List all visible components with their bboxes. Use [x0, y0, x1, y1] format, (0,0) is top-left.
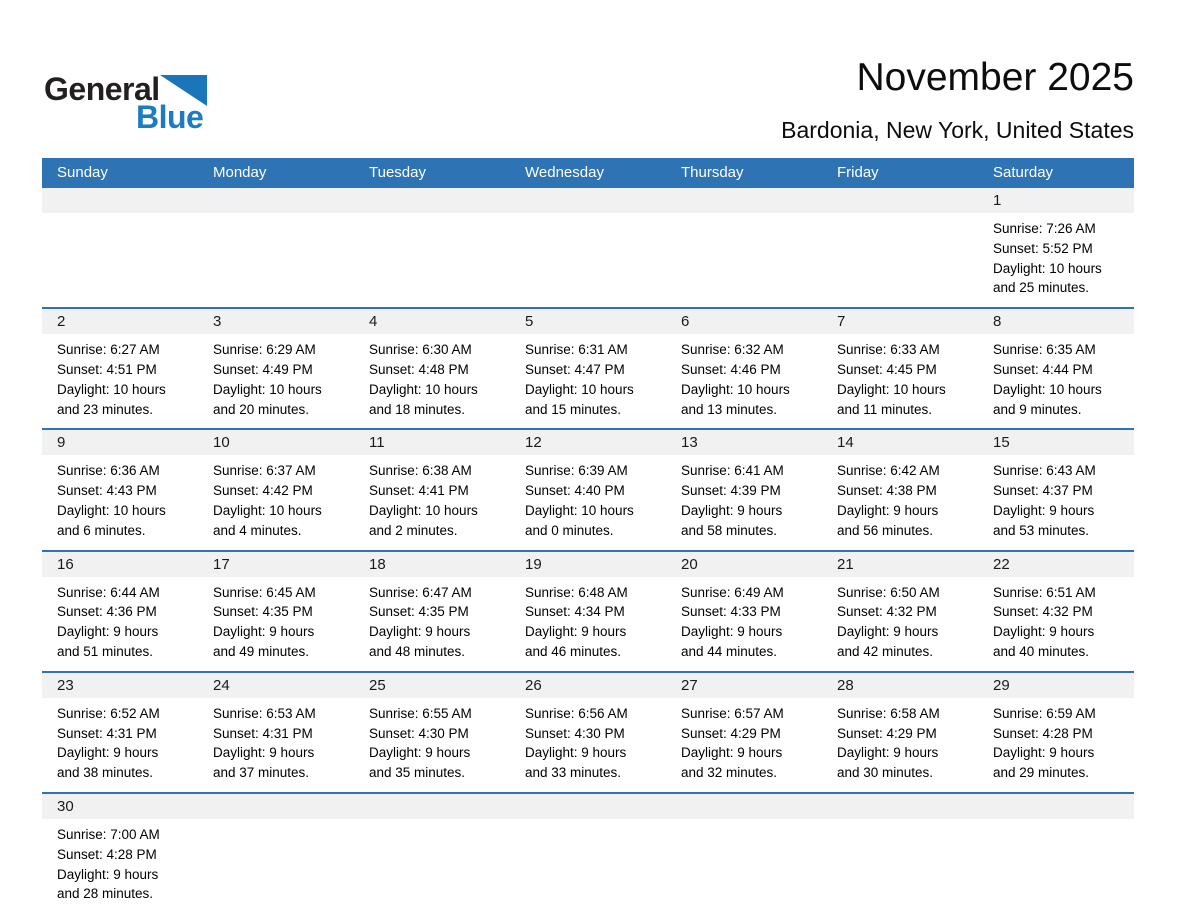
day-details [42, 819, 198, 913]
day-cell-27 [666, 673, 822, 792]
day-details [198, 577, 354, 671]
sunrise-text: Sunrise: 6:52 AM [57, 705, 160, 721]
sunrise-text: Sunrise: 6:38 AM [369, 463, 472, 479]
daylight-line1: Daylight: 9 hours [57, 624, 159, 640]
daylight-line2: and 6 minutes. [57, 522, 146, 538]
sunrise-text: Sunrise: 6:53 AM [213, 705, 316, 721]
sunrise-text: Sunrise: 6:51 AM [993, 584, 1096, 600]
day-details [42, 698, 198, 792]
sunrise-text: Sunrise: 6:30 AM [369, 342, 472, 358]
day-details [42, 577, 198, 671]
weekday-header-monday: Monday [213, 164, 267, 181]
daylight-line2: and 32 minutes. [681, 765, 778, 781]
sunset-text: Sunset: 4:47 PM [525, 361, 625, 377]
daylight-line2: and 42 minutes. [837, 643, 934, 659]
date-number [510, 794, 666, 819]
date-number [198, 188, 354, 213]
daylight-line1: Daylight: 10 hours [993, 260, 1102, 276]
daylight-line2: and 33 minutes. [525, 765, 622, 781]
daylight-line2: and 4 minutes. [213, 522, 302, 538]
day-details [354, 577, 510, 671]
date-number [822, 188, 978, 213]
day-cell-7 [822, 309, 978, 428]
sunset-text: Sunset: 4:29 PM [681, 725, 781, 741]
day-cell-20 [666, 552, 822, 671]
sunset-text: Sunset: 4:30 PM [369, 725, 469, 741]
sunset-text: Sunset: 4:31 PM [213, 725, 313, 741]
daylight-line2: and 13 minutes. [681, 401, 778, 417]
sunrise-text: Sunrise: 6:57 AM [681, 705, 784, 721]
sunset-text: Sunset: 4:45 PM [837, 361, 937, 377]
day-cell-2 [42, 309, 198, 428]
day-details [354, 334, 510, 428]
day-details [510, 577, 666, 671]
sunset-text: Sunset: 5:52 PM [993, 240, 1093, 256]
date-number: 26 [510, 673, 666, 698]
day-cell-4 [354, 309, 510, 428]
day-cell-9 [42, 430, 198, 549]
day-cell-1 [978, 188, 1134, 307]
day-cell-12 [510, 430, 666, 549]
daylight-line1: Daylight: 9 hours [213, 624, 315, 640]
day-cell-3 [198, 309, 354, 428]
sunrise-text: Sunrise: 6:35 AM [993, 342, 1096, 358]
day-cell-19 [510, 552, 666, 671]
day-cell-8 [978, 309, 1134, 428]
date-number: 9 [42, 430, 198, 455]
day-cell-14 [822, 430, 978, 549]
daylight-line1: Daylight: 10 hours [57, 381, 166, 397]
day-cell-empty [666, 794, 822, 913]
daylight-line1: Daylight: 9 hours [369, 624, 471, 640]
date-number: 12 [510, 430, 666, 455]
daylight-line2: and 53 minutes. [993, 522, 1090, 538]
date-number [978, 794, 1134, 819]
sunrise-text: Sunrise: 6:55 AM [369, 705, 472, 721]
day-cell-15 [978, 430, 1134, 549]
date-number: 19 [510, 552, 666, 577]
sunset-text: Sunset: 4:51 PM [57, 361, 157, 377]
week-row [42, 188, 1134, 309]
day-details [666, 577, 822, 671]
sunset-text: Sunset: 4:42 PM [213, 483, 313, 499]
weekday-header-tuesday: Tuesday [369, 164, 426, 181]
daylight-line1: Daylight: 9 hours [837, 745, 939, 761]
day-cell-26 [510, 673, 666, 792]
date-number: 3 [198, 309, 354, 334]
sunset-text: Sunset: 4:32 PM [993, 604, 1093, 620]
day-cell-empty [822, 188, 978, 307]
daylight-line1: Daylight: 10 hours [525, 502, 634, 518]
day-cell-16 [42, 552, 198, 671]
date-number: 7 [822, 309, 978, 334]
day-details [510, 334, 666, 428]
sunrise-text: Sunrise: 6:39 AM [525, 463, 628, 479]
date-number: 8 [978, 309, 1134, 334]
daylight-line2: and 20 minutes. [213, 401, 310, 417]
daylight-line1: Daylight: 9 hours [57, 745, 159, 761]
sunrise-text: Sunrise: 6:27 AM [57, 342, 160, 358]
date-number: 11 [354, 430, 510, 455]
daylight-line2: and 51 minutes. [57, 643, 154, 659]
day-details [198, 334, 354, 428]
weekday-header-friday: Friday [837, 164, 879, 181]
daylight-line1: Daylight: 10 hours [57, 502, 166, 518]
daylight-line2: and 35 minutes. [369, 765, 466, 781]
day-details [666, 455, 822, 549]
daylight-line1: Daylight: 10 hours [681, 381, 790, 397]
day-cell-25 [354, 673, 510, 792]
sunset-text: Sunset: 4:30 PM [525, 725, 625, 741]
sunrise-text: Sunrise: 6:31 AM [525, 342, 628, 358]
daylight-line2: and 49 minutes. [213, 643, 310, 659]
calendar-content [42, 0, 1134, 918]
sunset-text: Sunset: 4:28 PM [993, 725, 1093, 741]
day-details [822, 334, 978, 428]
day-cell-empty [822, 794, 978, 913]
day-details [666, 698, 822, 792]
sunrise-text: Sunrise: 6:58 AM [837, 705, 940, 721]
calendar-grid [42, 188, 1134, 913]
sunset-text: Sunset: 4:35 PM [369, 604, 469, 620]
daylight-line1: Daylight: 9 hours [213, 745, 315, 761]
daylight-line1: Daylight: 9 hours [993, 745, 1095, 761]
day-cell-empty [42, 188, 198, 307]
daylight-line2: and 46 minutes. [525, 643, 622, 659]
day-details [42, 455, 198, 549]
date-number: 2 [42, 309, 198, 334]
sunrise-text: Sunrise: 6:45 AM [213, 584, 316, 600]
day-details [198, 455, 354, 549]
daylight-line2: and 23 minutes. [57, 401, 154, 417]
week-row [42, 552, 1134, 673]
day-cell-18 [354, 552, 510, 671]
day-details [978, 577, 1134, 671]
daylight-line2: and 9 minutes. [993, 401, 1082, 417]
day-cell-30 [42, 794, 198, 913]
date-number: 1 [978, 188, 1134, 213]
daylight-line2: and 40 minutes. [993, 643, 1090, 659]
daylight-line2: and 56 minutes. [837, 522, 934, 538]
day-cell-10 [198, 430, 354, 549]
day-details [822, 698, 978, 792]
day-cell-empty [198, 188, 354, 307]
date-number [198, 794, 354, 819]
daylight-line1: Daylight: 9 hours [993, 502, 1095, 518]
date-number: 17 [198, 552, 354, 577]
daylight-line2: and 15 minutes. [525, 401, 622, 417]
sunset-text: Sunset: 4:34 PM [525, 604, 625, 620]
sunset-text: Sunset: 4:32 PM [837, 604, 937, 620]
page-title: November 2025 [856, 56, 1134, 99]
daylight-line2: and 44 minutes. [681, 643, 778, 659]
sunset-text: Sunset: 4:35 PM [213, 604, 313, 620]
daylight-line2: and 2 minutes. [369, 522, 458, 538]
sunset-text: Sunset: 4:37 PM [993, 483, 1093, 499]
day-cell-empty [354, 794, 510, 913]
sunset-text: Sunset: 4:38 PM [837, 483, 937, 499]
sunset-text: Sunset: 4:49 PM [213, 361, 313, 377]
daylight-line1: Daylight: 10 hours [369, 502, 478, 518]
daylight-line2: and 30 minutes. [837, 765, 934, 781]
daylight-line1: Daylight: 10 hours [993, 381, 1102, 397]
daylight-line2: and 18 minutes. [369, 401, 466, 417]
date-number: 6 [666, 309, 822, 334]
date-number: 20 [666, 552, 822, 577]
daylight-line1: Daylight: 10 hours [837, 381, 946, 397]
daylight-line1: Daylight: 10 hours [369, 381, 478, 397]
daylight-line1: Daylight: 9 hours [681, 745, 783, 761]
sunrise-text: Sunrise: 6:42 AM [837, 463, 940, 479]
day-cell-21 [822, 552, 978, 671]
date-number [354, 188, 510, 213]
day-cell-empty [354, 188, 510, 307]
date-number: 14 [822, 430, 978, 455]
daylight-line1: Daylight: 10 hours [213, 502, 322, 518]
sunrise-text: Sunrise: 6:37 AM [213, 463, 316, 479]
logo-general-text: General [44, 71, 160, 107]
daylight-line1: Daylight: 9 hours [993, 624, 1095, 640]
day-cell-22 [978, 552, 1134, 671]
daylight-line1: Daylight: 9 hours [525, 624, 627, 640]
day-details [666, 334, 822, 428]
date-number: 24 [198, 673, 354, 698]
day-cell-empty [510, 794, 666, 913]
sunrise-text: Sunrise: 6:29 AM [213, 342, 316, 358]
date-number: 18 [354, 552, 510, 577]
sunset-text: Sunset: 4:28 PM [57, 846, 157, 862]
day-cell-11 [354, 430, 510, 549]
sunrise-text: Sunrise: 6:56 AM [525, 705, 628, 721]
location-subtitle: Bardonia, New York, United States [781, 117, 1134, 143]
sunrise-text: Sunrise: 7:26 AM [993, 221, 1096, 236]
day-details [978, 455, 1134, 549]
date-number [822, 794, 978, 819]
date-number: 22 [978, 552, 1134, 577]
day-details [354, 698, 510, 792]
day-cell-24 [198, 673, 354, 792]
sunrise-text: Sunrise: 6:36 AM [57, 463, 160, 479]
day-cell-empty [198, 794, 354, 913]
sunset-text: Sunset: 4:40 PM [525, 483, 625, 499]
day-details [822, 577, 978, 671]
date-number: 28 [822, 673, 978, 698]
date-number: 29 [978, 673, 1134, 698]
date-number [666, 188, 822, 213]
sunset-text: Sunset: 4:44 PM [993, 361, 1093, 377]
sunrise-text: Sunrise: 6:44 AM [57, 584, 160, 600]
day-cell-17 [198, 552, 354, 671]
day-cell-28 [822, 673, 978, 792]
week-row [42, 794, 1134, 913]
daylight-line1: Daylight: 9 hours [681, 502, 783, 518]
daylight-line1: Daylight: 10 hours [213, 381, 322, 397]
day-details [354, 455, 510, 549]
day-details [510, 698, 666, 792]
weekday-header-thursday: Thursday [681, 164, 744, 181]
date-number: 30 [42, 794, 198, 819]
date-number: 15 [978, 430, 1134, 455]
date-number: 21 [822, 552, 978, 577]
sunrise-text: Sunrise: 6:49 AM [681, 584, 784, 600]
daylight-line2: and 37 minutes. [213, 765, 310, 781]
logo-blue-text: Blue [136, 99, 204, 135]
day-details [978, 334, 1134, 428]
daylight-line2: and 38 minutes. [57, 765, 154, 781]
general-blue-logo [44, 71, 264, 135]
day-details [978, 213, 1134, 307]
day-cell-13 [666, 430, 822, 549]
day-details [42, 334, 198, 428]
date-number [354, 794, 510, 819]
sunset-text: Sunset: 4:46 PM [681, 361, 781, 377]
day-cell-6 [666, 309, 822, 428]
weekday-header-wednesday: Wednesday [525, 164, 604, 181]
day-cell-empty [978, 794, 1134, 913]
sunrise-text: Sunrise: 6:32 AM [681, 342, 784, 358]
day-cell-empty [666, 188, 822, 307]
weekday-header-saturday: Saturday [993, 164, 1054, 181]
sunset-text: Sunset: 4:31 PM [57, 725, 157, 741]
sunrise-text: Sunrise: 6:59 AM [993, 705, 1096, 721]
daylight-line1: Daylight: 9 hours [57, 866, 159, 882]
day-cell-5 [510, 309, 666, 428]
sunset-text: Sunset: 4:33 PM [681, 604, 781, 620]
daylight-line2: and 0 minutes. [525, 522, 614, 538]
sunset-text: Sunset: 4:43 PM [57, 483, 157, 499]
week-row [42, 309, 1134, 430]
day-cell-23 [42, 673, 198, 792]
sunset-text: Sunset: 4:41 PM [369, 483, 469, 499]
date-number [510, 188, 666, 213]
daylight-line1: Daylight: 10 hours [525, 381, 634, 397]
daylight-line1: Daylight: 9 hours [837, 502, 939, 518]
date-number: 13 [666, 430, 822, 455]
daylight-line2: and 29 minutes. [993, 765, 1090, 781]
day-details [978, 698, 1134, 792]
sunrise-text: Sunrise: 6:47 AM [369, 584, 472, 600]
sunset-text: Sunset: 4:48 PM [369, 361, 469, 377]
date-number: 5 [510, 309, 666, 334]
date-number: 25 [354, 673, 510, 698]
daylight-line1: Daylight: 9 hours [525, 745, 627, 761]
day-cell-29 [978, 673, 1134, 792]
sunset-text: Sunset: 4:29 PM [837, 725, 937, 741]
date-number [666, 794, 822, 819]
date-number: 10 [198, 430, 354, 455]
daylight-line1: Daylight: 9 hours [369, 745, 471, 761]
week-row [42, 430, 1134, 551]
day-cell-empty [510, 188, 666, 307]
daylight-line1: Daylight: 9 hours [837, 624, 939, 640]
week-row [42, 673, 1134, 794]
sunrise-text: Sunrise: 6:48 AM [525, 584, 628, 600]
day-details [510, 455, 666, 549]
day-details [198, 698, 354, 792]
sunrise-text: Sunrise: 7:00 AM [57, 826, 160, 842]
date-number: 16 [42, 552, 198, 577]
sunrise-text: Sunrise: 6:33 AM [837, 342, 940, 358]
daylight-line2: and 58 minutes. [681, 522, 778, 538]
day-details [822, 455, 978, 549]
date-number: 4 [354, 309, 510, 334]
weekday-header-bar [42, 158, 1134, 188]
daylight-line2: and 11 minutes. [837, 401, 933, 417]
date-number: 27 [666, 673, 822, 698]
date-number: 23 [42, 673, 198, 698]
daylight-line1: Daylight: 9 hours [681, 624, 783, 640]
sunrise-text: Sunrise: 6:50 AM [837, 584, 940, 600]
daylight-line2: and 25 minutes. [993, 280, 1090, 296]
daylight-line2: and 48 minutes. [369, 643, 466, 659]
sunset-text: Sunset: 4:39 PM [681, 483, 781, 499]
sunrise-text: Sunrise: 6:43 AM [993, 463, 1096, 479]
weekday-header-sunday: Sunday [57, 164, 108, 181]
daylight-line2: and 28 minutes. [57, 886, 154, 902]
sunset-text: Sunset: 4:36 PM [57, 604, 157, 620]
sunrise-text: Sunrise: 6:41 AM [681, 463, 784, 479]
date-number [42, 188, 198, 213]
